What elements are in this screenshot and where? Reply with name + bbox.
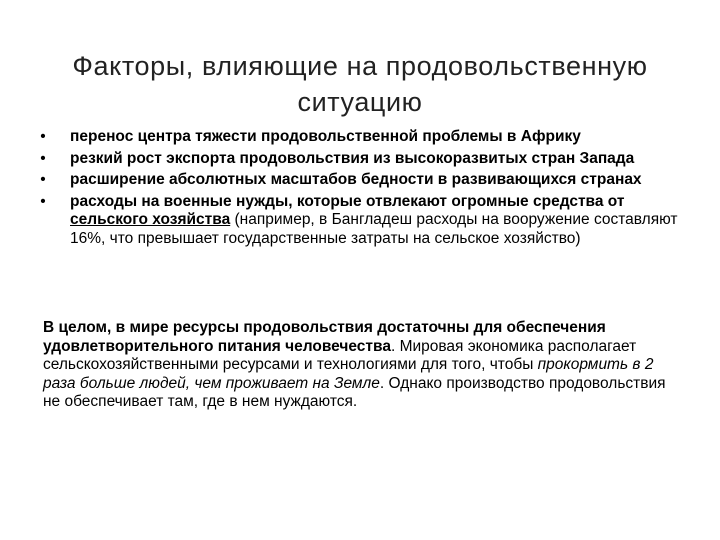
list-item [36, 171, 696, 190]
list-item-text-normal: (например, в Бангладеш расходы на вооружение составляют 16%, что превышает государственные затраты на сельское хозяйство) [70, 211, 678, 247]
list-item-text: перенос центра тяжести продовольственной проблемы в Африку [70, 128, 581, 145]
factor-list [36, 128, 696, 251]
summary-bold-text: В целом, в мире ресурсы продовольствия достаточны для обеспечения удовлетворительного питания человечества [43, 319, 606, 355]
slide-title: Факторы, влияющие на продовольственную ситуацию [72, 51, 648, 117]
summary-text-end: . Однако производство продовольствия не обеспечивает там, где в нем нуждаются. [43, 374, 666, 410]
bullet-icon: • [40, 171, 46, 188]
bullet-icon: • [40, 128, 46, 145]
list-item-text-underlined: сельского хозяйства [70, 211, 231, 228]
summary-text: . Мировая экономика располагает сельскохозяйственными ресурсами и технологиями для того, чтобы [43, 337, 637, 373]
list-item-text: расширение абсолютных масштабов бедности в развивающихся странах [70, 171, 642, 188]
summary-italic-text: прокормить в 2 раза больше людей, чем проживает на Земле [43, 356, 654, 392]
list-item-text-bold: расходы на военные нужды, которые отвлекают огромные средства от [70, 192, 625, 210]
list-item [36, 193, 696, 249]
bullet-icon: • [40, 149, 46, 167]
list-item-text: резкий рост экспорта продовольствия из высокоразвитых стран Запада [70, 149, 635, 167]
list-item [36, 128, 696, 147]
list-item [36, 150, 696, 169]
bullet-icon: • [40, 192, 46, 210]
summary-paragraph [43, 319, 683, 412]
